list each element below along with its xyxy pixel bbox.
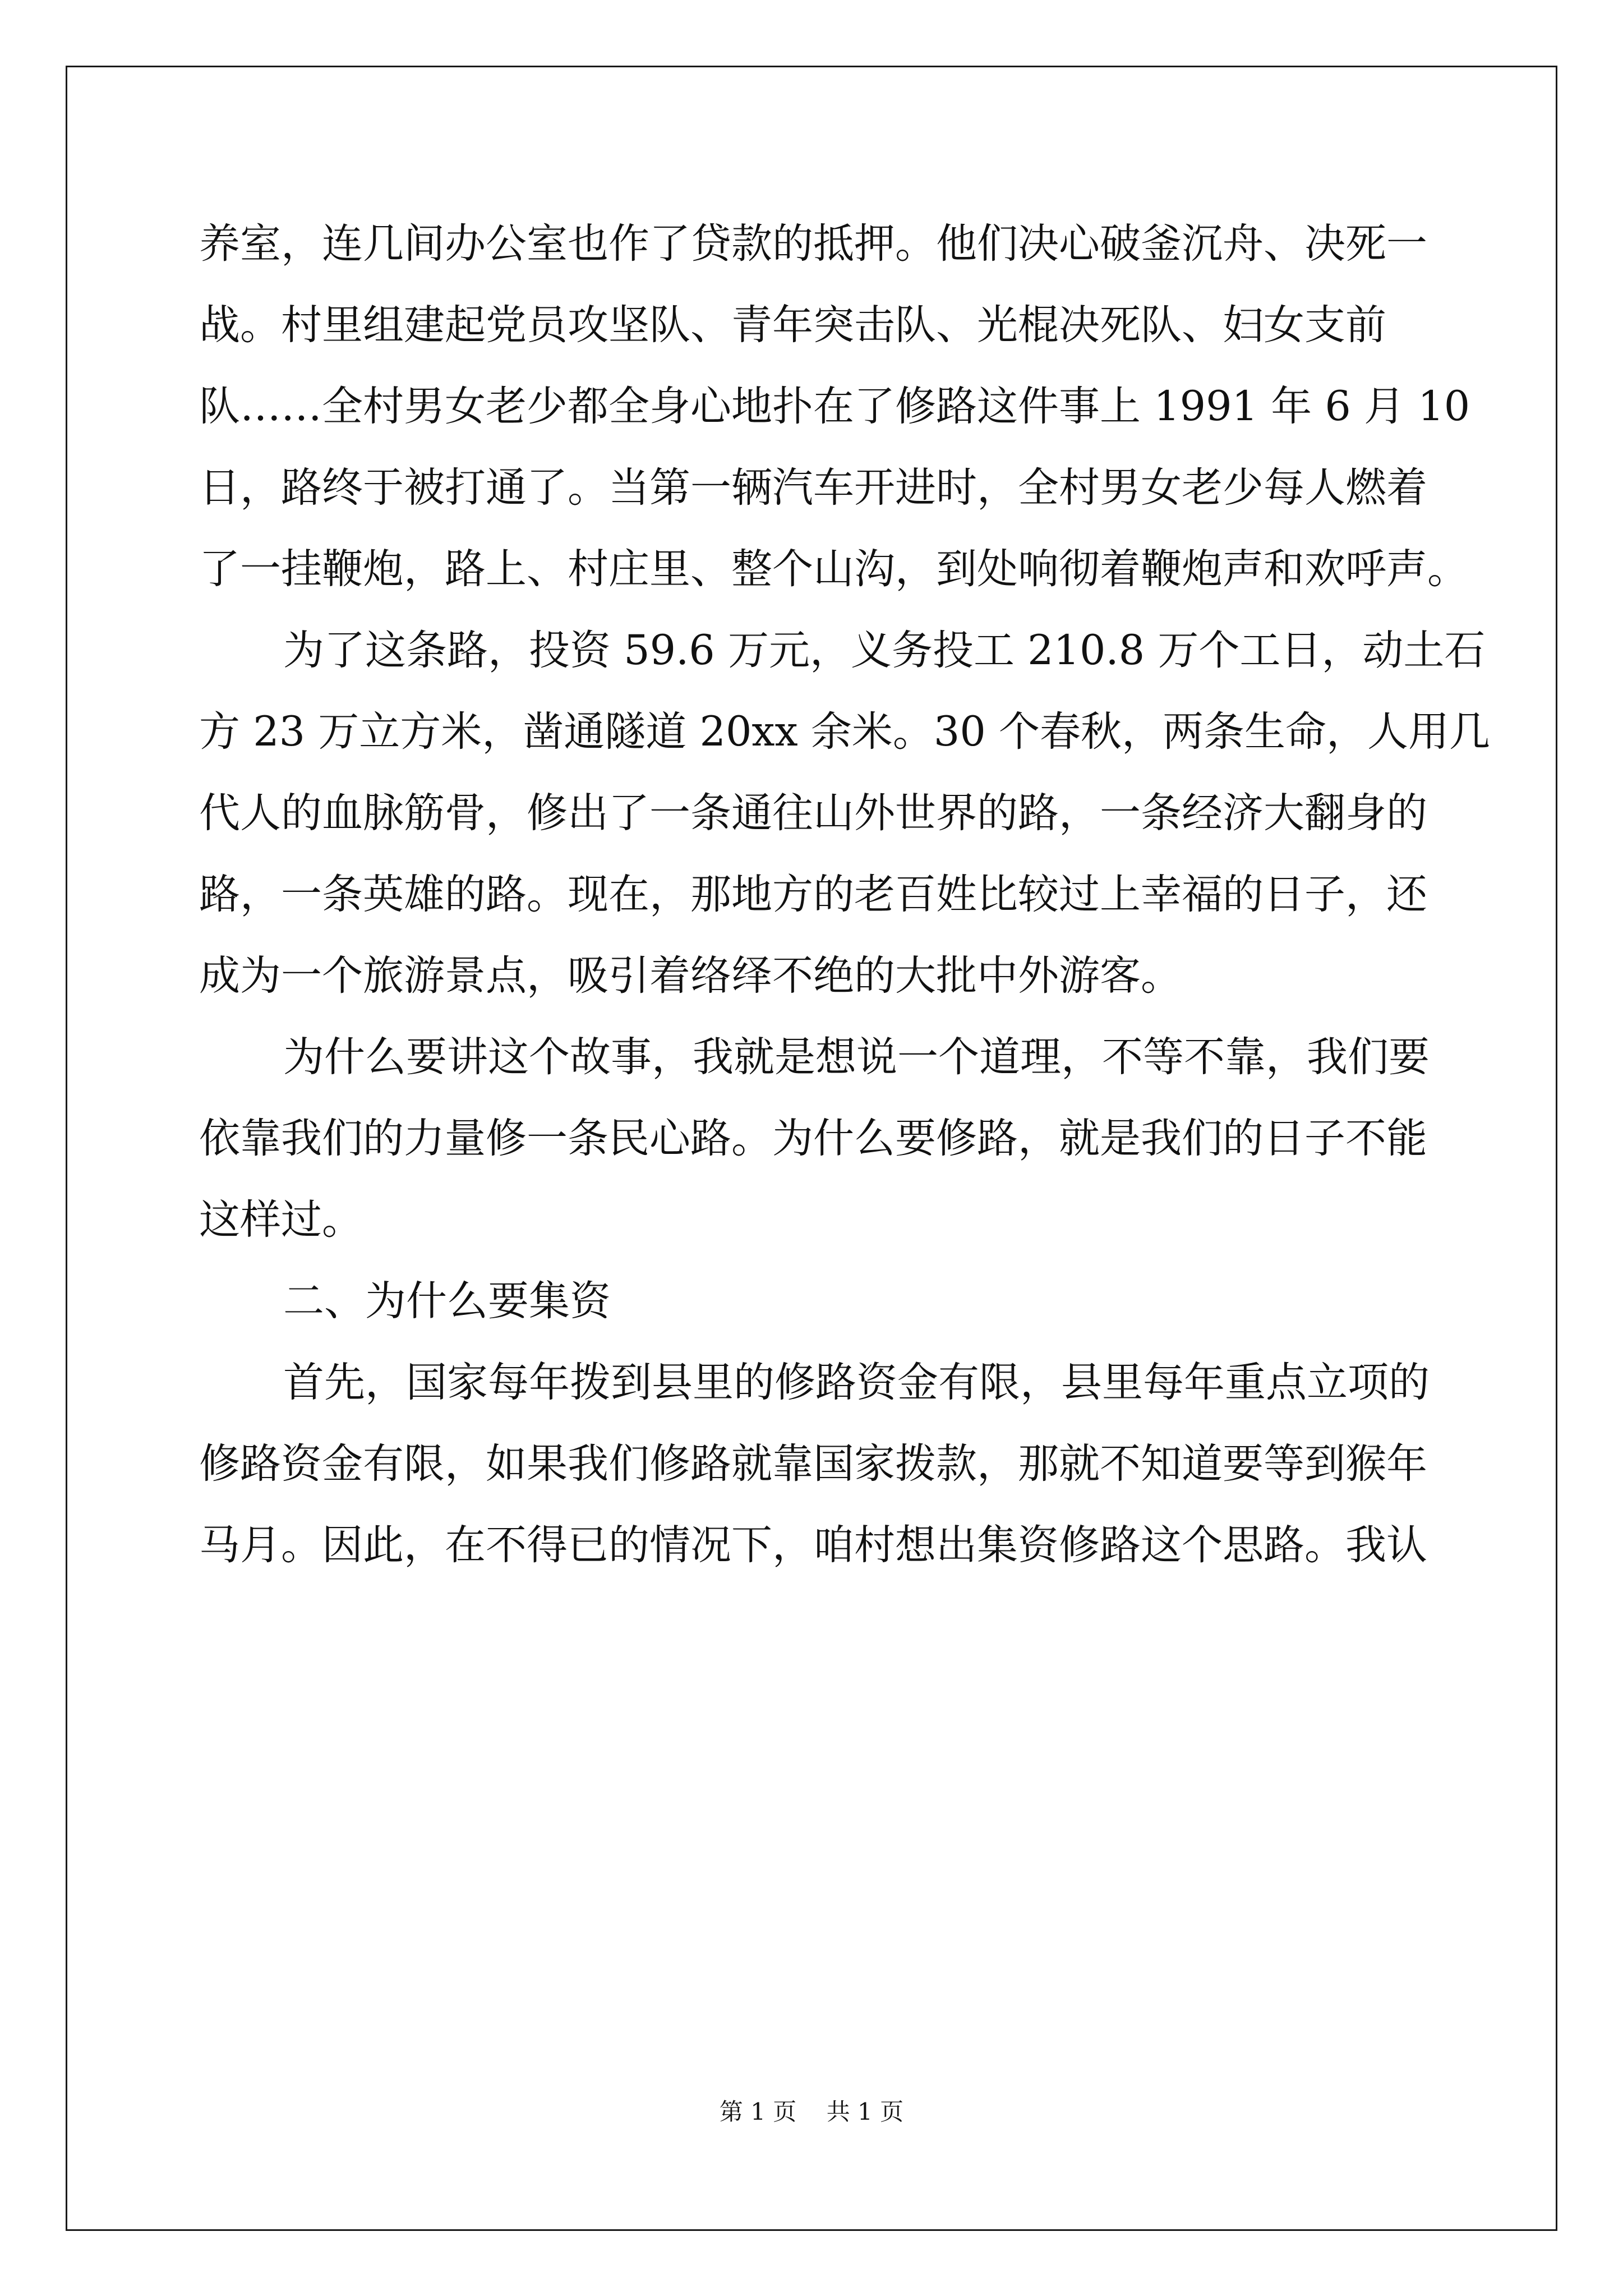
text-line: 战。村里组建起党员攻坚队、青年突击队、光棍决死队、妇女支前 <box>199 301 1386 349</box>
text-line: 为了这条路，投资 59.6 万元，义务投工 210.8 万个工日，动土石 <box>283 627 1486 674</box>
text-line: 为什么要讲这个故事，我就是想说一个道理，不等不靠，我们要 <box>283 1033 1430 1081</box>
text-line: 养室，连几间办公室也作了贷款的抵押。他们决心破釜沉舟、决死一 <box>199 220 1427 268</box>
text-line: 方 23 万立方米，凿通隧道 20xx 余米。30 个春秋，两条生命，人用几 <box>199 708 1491 756</box>
text-line: 这样过。 <box>199 1196 363 1244</box>
page-number: 第 1 页 <box>719 2098 797 2125</box>
text-line: 日，路终于被打通了。当第一辆汽车开进时，全村男女老少每人燃着 <box>199 464 1427 512</box>
section-heading: 二、为什么要集资 <box>283 1277 611 1325</box>
text-line: 队……全村男女老少都全身心地扑在了修路这件事上 1991 年 6 月 10 <box>199 383 1470 430</box>
text-line: 代人的血脉筋骨，修出了一条通往山外世界的路，一条经济大翻身的 <box>199 789 1427 837</box>
text-line: 修路资金有限，如果我们修路就靠国家拨款，那就不知道要等到猴年 <box>199 1440 1427 1488</box>
page-footer <box>0 2095 1623 2129</box>
text-line: 路，一条英雄的路。现在，那地方的老百姓比较过上幸福的日子，还 <box>199 871 1427 918</box>
text-line: 成为一个旅游景点，吸引着络绎不绝的大批中外游客。 <box>199 952 1182 1000</box>
text-line: 了一挂鞭炮，路上、村庄里、整个山沟，到处响彻着鞭炮声和欢呼声。 <box>199 545 1468 593</box>
text-line: 马月。因此，在不得已的情况下，咱村想出集资修路这个思路。我认 <box>199 1521 1427 1569</box>
page-total: 共 1 页 <box>826 2098 904 2125</box>
text-line: 首先，国家每年拨到县里的修路资金有限，县里每年重点立项的 <box>283 1359 1430 1406</box>
text-line: 依靠我们的力量修一条民心路。为什么要修路，就是我们的日子不能 <box>199 1115 1427 1162</box>
